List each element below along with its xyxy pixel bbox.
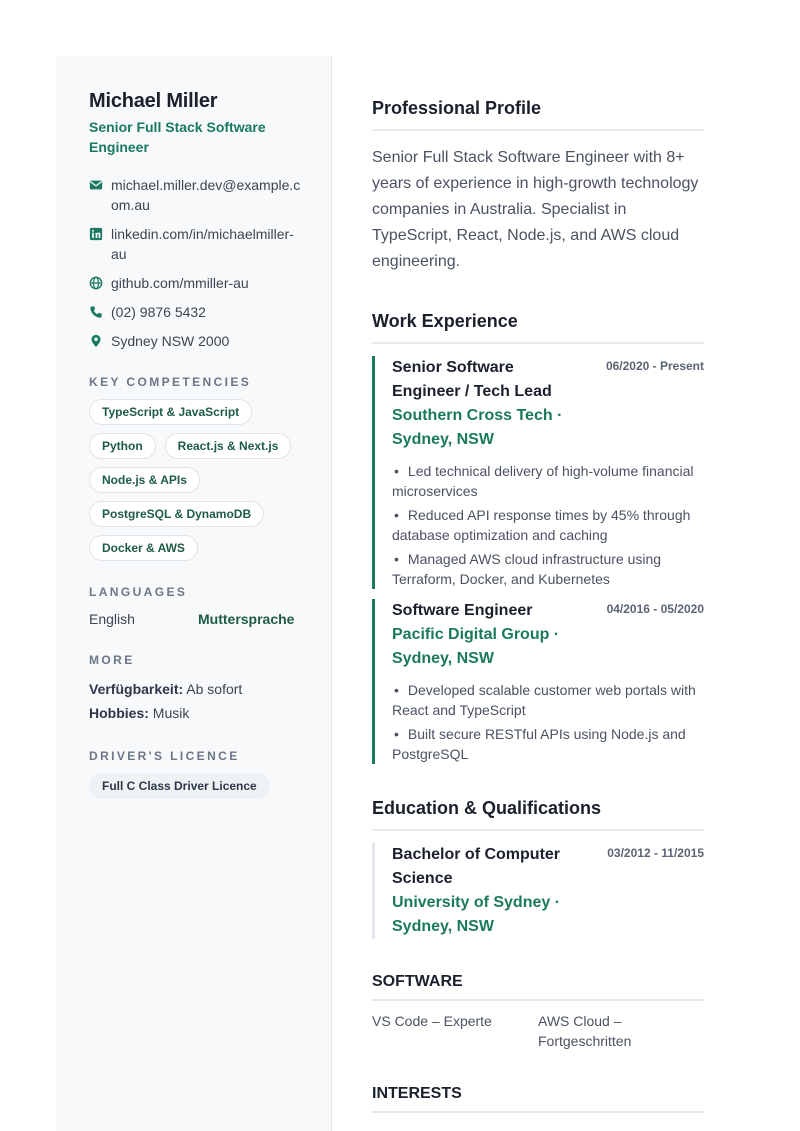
job-title: Software Engineer — [392, 602, 533, 619]
competency-chip: Python — [89, 433, 156, 459]
main-content — [372, 98, 704, 1113]
competency-chip: React.js & Next.js — [165, 433, 292, 459]
licence-chip: Full C Class Driver Licence — [89, 773, 270, 799]
degree-title: Bachelor of Computer Science — [392, 846, 561, 887]
software-heading: SOFTWARE — [372, 973, 704, 1001]
contact-github[interactable] — [89, 273, 301, 293]
linkedin-icon — [89, 227, 103, 241]
availability-row — [89, 677, 301, 701]
job-bullets — [392, 461, 704, 589]
map-pin-icon — [89, 334, 103, 348]
competency-chip: Node.js & APIs — [89, 467, 200, 493]
experience-heading: Work Experience — [372, 311, 704, 344]
availability-value: Ab sofort — [186, 681, 243, 697]
job-entry — [372, 356, 704, 589]
language-row — [89, 609, 301, 629]
job-date: 06/2020 - Present — [605, 359, 704, 373]
job-bullet: • Managed AWS cloud infrastructure using Terraform, Docker, and Kubernetes — [392, 549, 704, 589]
licence-heading: DRIVER'S LICENCE — [89, 749, 240, 763]
envelope-icon — [89, 178, 103, 192]
interests-heading: INTERESTS — [372, 1085, 704, 1113]
job-title: Senior Software Engineer / Tech Lead — [392, 359, 552, 400]
contact-linkedin-text: linkedin.com/in/michaelmiller-au — [111, 226, 294, 262]
availability-label: Verfügbarkeit: — [89, 681, 184, 697]
competencies-list — [89, 399, 309, 561]
job-bullet: • Developed scalable customer web portals with React and TypeScript — [392, 680, 704, 720]
language-level: Muttersprache — [198, 611, 295, 627]
more-heading: MORE — [89, 653, 135, 667]
phone-icon — [89, 305, 103, 319]
languages-heading: LANGUAGES — [89, 585, 188, 599]
profile-heading: Professional Profile — [372, 98, 704, 131]
contact-location-text: Sydney NSW 2000 — [111, 333, 230, 349]
job-entry — [372, 599, 704, 764]
contact-email-text: michael.miller.dev@example.com.au — [111, 177, 301, 213]
job-date: 04/2016 - 05/2020 — [606, 602, 704, 616]
software-item: AWS Cloud – Fortgeschritten — [538, 1013, 632, 1049]
education-heading: Education & Qualifications — [372, 798, 704, 831]
competencies-heading: KEY COMPETENCIES — [89, 375, 252, 389]
job-bullets — [392, 680, 704, 764]
language-name: English — [89, 611, 135, 627]
competency-chip: TypeScript & JavaScript — [89, 399, 252, 425]
contact-linkedin[interactable] — [89, 224, 301, 264]
education-date: 03/2012 - 11/2015 — [607, 846, 704, 860]
competency-chip: PostgreSQL & DynamoDB — [89, 501, 264, 527]
profile-summary: Senior Full Stack Software Engineer with 8+ years of experience in high-growth technology companies in Australia. Specialist in TypeScript, React, Node.js, and AWS cloud engineering. — [372, 149, 699, 270]
software-item: VS Code – Experte — [372, 1013, 492, 1029]
licence-list — [89, 773, 309, 799]
sidebar — [56, 56, 332, 1131]
software-list — [372, 1011, 704, 1051]
hobbies-value: Musik — [152, 705, 190, 721]
job-organisation: Pacific Digital Group · Sydney, NSW — [392, 626, 560, 667]
education-institution: University of Sydney · Sydney, NSW — [392, 894, 561, 935]
job-organisation: Southern Cross Tech · Sydney, NSW — [392, 407, 563, 448]
job-bullet: • Led technical delivery of high-volume financial microservices — [392, 461, 704, 501]
hobbies-label: Hobbies: — [89, 705, 149, 721]
contact-phone-text: (02) 9876 5432 — [111, 304, 206, 320]
contact-github-text: github.com/mmiller-au — [111, 275, 249, 291]
contact-email[interactable] — [89, 175, 301, 215]
candidate-role: Senior Full Stack Software Engineer — [89, 119, 266, 155]
contact-phone[interactable] — [89, 302, 301, 322]
education-entry — [372, 843, 704, 939]
job-bullet: • Built secure RESTful APIs using Node.js and PostgreSQL — [392, 724, 704, 764]
contact-location — [89, 331, 301, 351]
contact-list — [89, 175, 301, 351]
competency-chip: Docker & AWS — [89, 535, 198, 561]
globe-icon — [89, 276, 103, 290]
candidate-name: Michael Miller — [89, 90, 218, 112]
hobbies-row — [89, 701, 301, 725]
job-bullet: • Reduced API response times by 45% through database optimization and caching — [392, 505, 704, 545]
